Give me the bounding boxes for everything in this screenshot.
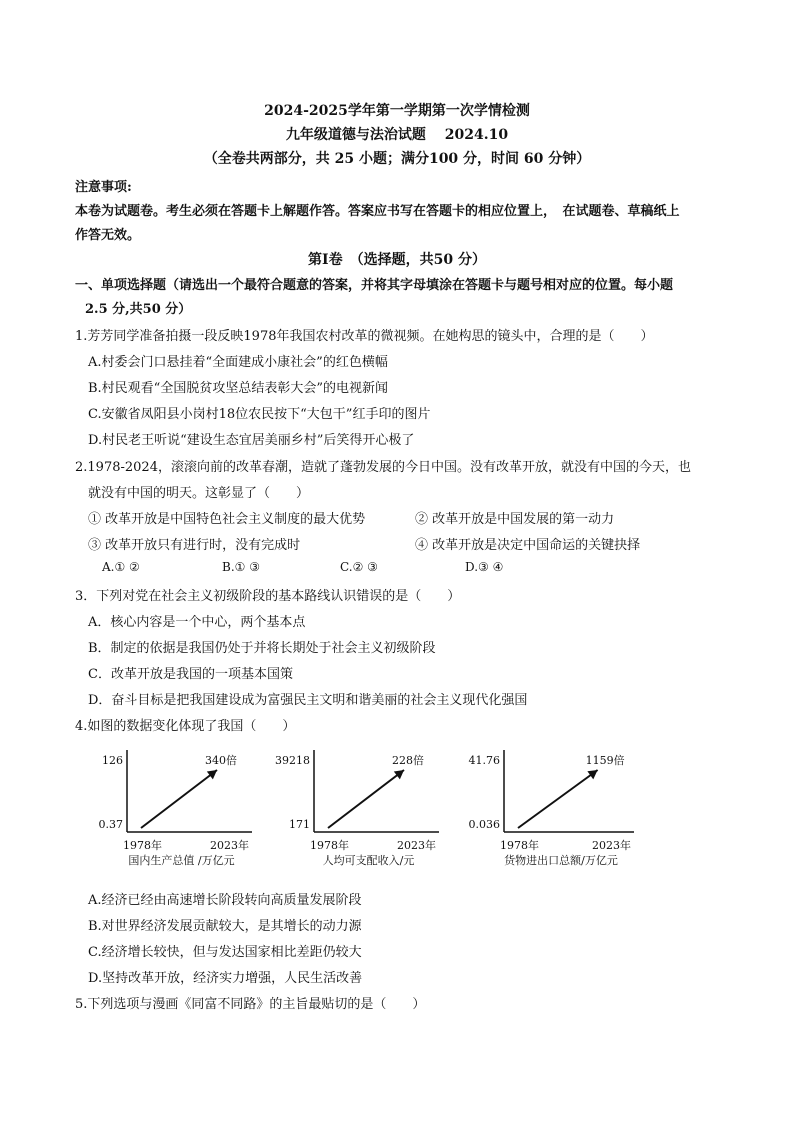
q2-option-c: C.② ③ [340, 560, 378, 574]
q2-stem-1: 2.1978-2024，滚滚向前的改革春潮，造就了蓬勃发展的今日中国。没有改革开放，就没有中国的今天，也 [75, 460, 691, 475]
data-series-line [328, 770, 404, 828]
exam-info: （全卷共两部分，共 25 小题；满分100 分，时间 60 分钟） [203, 151, 591, 167]
y-tick-label: 0.036 [468, 818, 500, 831]
q2-option-d: D.③ ④ [465, 560, 504, 574]
chart-gdp [85, 740, 270, 880]
growth-annotation: 1159倍 [585, 754, 625, 767]
y-tick-label: 126 [102, 754, 123, 767]
q1-option-a: A.村委会门口悬挂着“全面建成小康社会”的红色横幅 [88, 355, 388, 370]
q3-option-b: B．制定的依据是我国仍处于并将长期处于社会主义初级阶段 [88, 641, 436, 656]
chart-income [272, 740, 457, 880]
q2-option-b: B.① ③ [222, 560, 260, 574]
chart-gdp-svg [85, 740, 270, 880]
arrow-head [207, 770, 217, 779]
exam-title: 2024-2025学年第一学期第一次学情检测 [264, 103, 530, 119]
q2-option-a: A.① ② [102, 560, 140, 574]
x-tick-label: 2023年 [592, 839, 631, 852]
q1-option-c: C.安徽省凤阳县小岗村18位农民按下“大包干”红手印的图片 [88, 407, 431, 422]
exam-subtitle: 九年级道德与法治试题 2024.10 [285, 127, 509, 143]
chart-trade [462, 740, 652, 880]
y-tick-label: 171 [289, 818, 310, 831]
data-series-line [141, 770, 217, 828]
x-tick-label: 2023年 [397, 839, 436, 852]
y-tick-label: 0.37 [98, 818, 123, 831]
arrow-head [587, 770, 597, 779]
growth-annotation: 340倍 [205, 754, 237, 767]
y-tick-label: 39218 [275, 754, 310, 767]
x-tick-label: 2023年 [210, 839, 249, 852]
chart-caption: 国内生产总值 /万亿元 [128, 854, 235, 867]
q2-stem-2: 就没有中国的明天。这彰显了（ ） [88, 486, 310, 501]
q3-option-d: D．奋斗目标是把我国建设成为富强民主文明和谐美丽的社会主义现代化强国 [88, 693, 528, 708]
q4-option-c: C.经济增长较快，但与发达国家相比差距仍较大 [88, 945, 362, 960]
data-series-line [518, 770, 598, 828]
x-tick-label: 1978年 [123, 839, 162, 852]
q2-statement-3: ③ 改革开放只有进行时，没有完成时 [88, 538, 301, 553]
q5-stem: 5.下列选项与漫画《同富不同路》的主旨最贴切的是（ ） [75, 997, 426, 1012]
q4-option-b: B.对世界经济发展贡献较大，是其增长的动力源 [88, 919, 362, 934]
notice-text-1: 本卷为试题卷。考生必须在答题卡上解题作答。答案应书写在答题卡的相应位置上， 在试题卷、草稿纸上 [75, 204, 680, 219]
chart-trade-svg [462, 740, 652, 880]
section-instruction-2: 2.5 分,共50 分） [85, 302, 192, 317]
growth-annotation: 228倍 [392, 754, 424, 767]
q2-statement-1: ① 改革开放是中国特色社会主义制度的最大优势 [88, 512, 366, 527]
y-tick-label: 41.76 [468, 754, 500, 767]
q1-option-b: B.村民观看“全国脱贫攻坚总结表彰大会”的电视新闻 [88, 381, 388, 396]
q2-statement-4: ④ 改革开放是决定中国命运的关键抉择 [415, 538, 641, 553]
notice-text-2: 作答无效。 [75, 228, 141, 243]
q2-statement-2: ② 改革开放是中国发展的第一动力 [415, 512, 615, 527]
x-tick-label: 1978年 [310, 839, 349, 852]
q4-stem: 4.如图的数据变化体现了我国（ ） [75, 719, 296, 734]
q3-option-c: C．改革开放是我国的一项基本国策 [88, 667, 293, 682]
q4-option-d: D.坚持改革开放，经济实力增强，人民生活改善 [88, 971, 363, 986]
q3-option-a: A．核心内容是一个中心，两个基本点 [88, 615, 306, 630]
section-title: 第Ⅰ卷 （选择题，共50 分） [308, 252, 486, 268]
chart-caption: 货物进出口总额/万亿元 [504, 854, 618, 867]
arrow-head [394, 770, 404, 779]
section-instruction-1: 一、单项选择题（请选出一个最符合题意的答案，并将其字母填涂在答题卡与题号相对应的位置。每小题 [75, 278, 674, 293]
chart-caption: 人均可支配收入/元 [322, 854, 415, 867]
q1-stem: 1.芳芳同学准备拍摄一段反映1978年我国农村改革的微视频。在她构思的镜头中，合理的是（ ） [75, 329, 654, 344]
q1-option-d: D.村民老王听说“建设生态宜居美丽乡村”后笑得开心极了 [88, 433, 415, 448]
q3-stem: 3．下列对党在社会主义初级阶段的基本路线认识错误的是（ ） [75, 589, 461, 604]
chart-income-svg [272, 740, 457, 880]
q4-option-a: A.经济已经由高速增长阶段转向高质量发展阶段 [88, 893, 362, 908]
x-tick-label: 1978年 [500, 839, 539, 852]
notice-label: 注意事项: [75, 180, 132, 195]
